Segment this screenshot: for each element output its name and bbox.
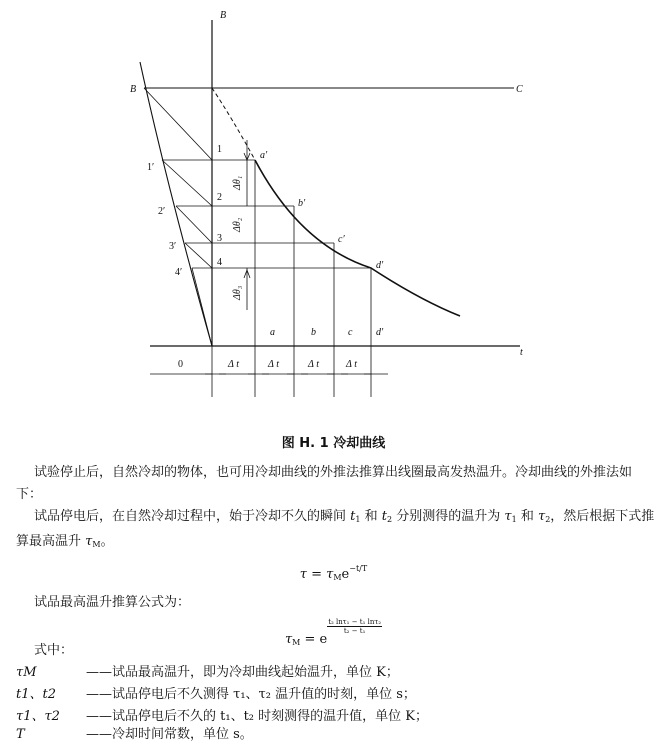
f2-lhs: τ	[284, 632, 293, 647]
diag-5	[192, 268, 212, 346]
where-label: 式中：	[34, 643, 74, 658]
label-dt-3: Δ t	[308, 359, 319, 370]
p2-a: 试品停电后，在自然冷却过程中，始于冷却不久的瞬间	[34, 509, 347, 524]
f1-exp: −t/T	[349, 564, 368, 573]
label-n2: 2	[217, 192, 222, 203]
p2-tauM: τ	[85, 534, 93, 549]
label-theta2: Δθ₂	[232, 217, 243, 232]
label-dt-2: Δ t	[268, 359, 279, 370]
diag-3	[176, 206, 212, 243]
label-t: t	[520, 347, 523, 358]
def-sym-3: τ1、τ2	[16, 709, 60, 724]
p2-t2: t	[381, 509, 388, 524]
p2-t1: t	[350, 509, 356, 524]
figure-caption: 图 H. 1 冷却曲线	[281, 436, 386, 451]
label-dt-4: Δ t	[346, 359, 357, 370]
def-text-3: ——试品停电后不久的 t₁、t₂ 时刻测得的温升值，单位 K；	[86, 709, 428, 724]
formula-2: $\tau_M = e$ $\frac{\text{t₂ lnτ₁ − t₁ lnτ₂}}{\text{t₂ − t₁}}$	[284, 618, 382, 647]
label-n3: 3	[217, 233, 222, 244]
def-row-2	[16, 684, 656, 706]
def-row-1	[16, 662, 656, 684]
paragraph-1: 试验停止后，自然冷却的物体，也可用冷却曲线的外推法推算出线圈最高发热温升。冷却曲线的外推法如下：	[16, 465, 633, 502]
f2-den: t₂ − t₁	[343, 627, 366, 635]
label-d: d′	[376, 327, 384, 338]
def-row-4	[16, 724, 656, 746]
def-sym-4: T	[16, 727, 25, 742]
f1-e: e	[341, 567, 350, 582]
label-p4: 4′	[175, 267, 183, 278]
label-n4: 4	[217, 257, 222, 268]
p2-b: 分别测得的温升为	[396, 509, 501, 524]
p2-end: 。	[100, 534, 114, 549]
f2-e: = e	[304, 632, 328, 647]
p2-tau2: τ	[538, 509, 546, 524]
label-theta3: Δθ₃	[232, 285, 243, 300]
label-a: a	[270, 327, 275, 338]
f2-num: t₂ lnτ₁ − t₁ lnτ₂	[328, 618, 382, 626]
p2-and: 和	[364, 509, 378, 524]
label-ap: a′	[260, 150, 268, 161]
label-bp: b′	[298, 198, 306, 209]
def-text-1: ——试品最高温升，即为冷却曲线起始温升，单位 K；	[86, 665, 399, 680]
cooling-curve	[255, 160, 460, 316]
label-b-left: B	[130, 84, 137, 95]
diag-2	[162, 160, 212, 206]
p2-and2: 和	[520, 509, 534, 524]
def-text-4: ——冷却时间常数，单位 s。	[86, 727, 253, 742]
formula-intro: 试品最高温升推算公式为：	[34, 595, 191, 610]
label-c-low: c	[348, 327, 353, 338]
label-p2: 2′	[158, 206, 166, 217]
paragraph-2: 试品停电后，在自然冷却过程中，始于冷却不久的瞬间 $t_1$ 和 $t_2$ 分别测得的温升为 $\tau_1$ 和 $\tau_2$，然后根据下式推算最高温升 $\tau_M$。	[16, 509, 655, 549]
label-p1: 1′	[147, 162, 155, 173]
label-cp: c′	[338, 234, 345, 245]
f1-lhs: τ = τ	[299, 567, 334, 582]
label-c: C	[516, 84, 523, 95]
def-text-2: ——试品停电后不久测得 τ₁、τ₂ 温升值的时刻，单位 s；	[86, 687, 416, 702]
label-dp: d′	[376, 260, 384, 271]
label-b: b	[311, 327, 316, 338]
label-n1: 1	[217, 144, 222, 155]
label-theta1: Δθ₁	[232, 175, 243, 190]
p2-tau1: τ	[504, 509, 512, 524]
formula-1: $\tau = \tau_Me^{-t/T}$	[299, 564, 368, 582]
label-zero: 0	[178, 359, 183, 370]
label-b-top: B	[220, 10, 227, 21]
def-sym-1: τM	[16, 665, 37, 680]
def-sym-2: t1、t2	[16, 687, 56, 702]
label-p3: 3′	[169, 241, 177, 252]
p2-c: ，然后根据下式推算最高温升	[16, 509, 655, 549]
label-dt-1: Δ t	[228, 359, 239, 370]
